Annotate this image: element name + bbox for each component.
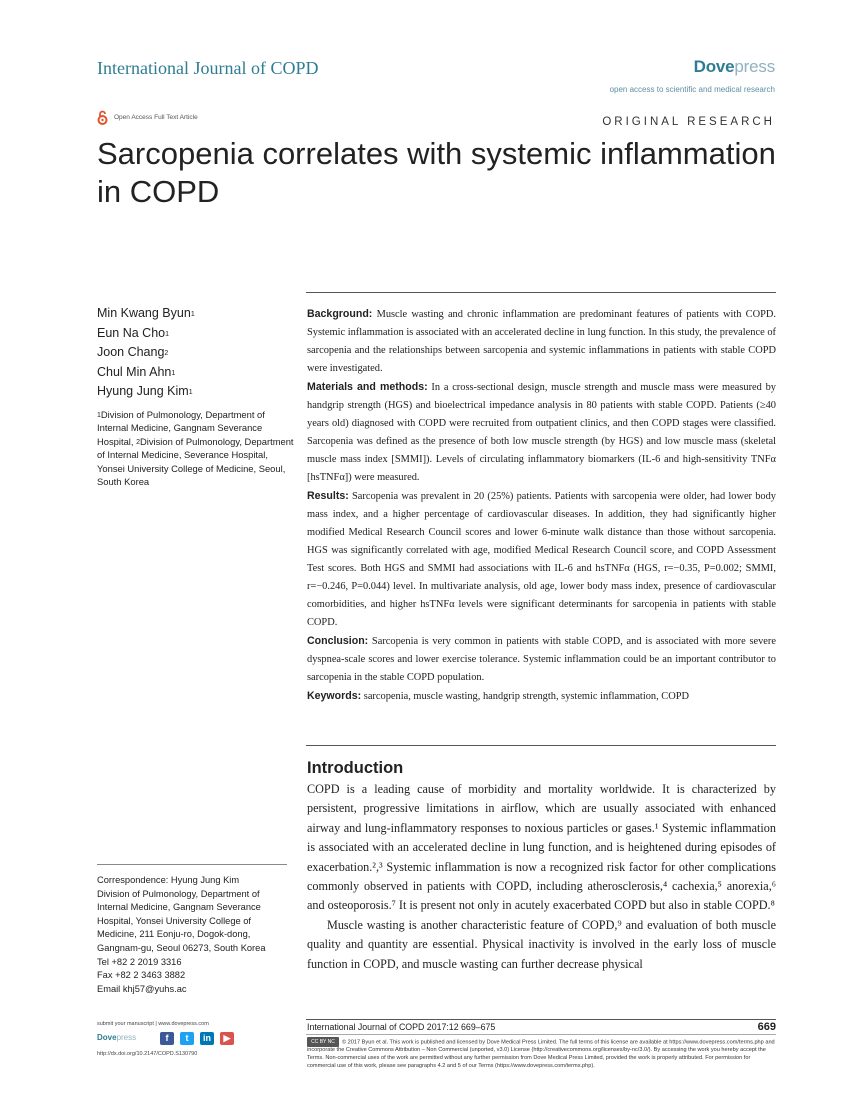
email-link[interactable]: Email khj57@yuhs.ac <box>97 983 187 994</box>
article-title: Sarcopenia correlates with systemic inflammation in COPD <box>97 136 776 209</box>
youtube-icon[interactable]: ▶ <box>220 1032 234 1045</box>
divider <box>97 864 287 865</box>
citation: International Journal of COPD 2017:12 669–675 <box>307 1022 496 1032</box>
author: Min Kwang Byun$^1$ <box>97 306 195 320</box>
open-access-icon <box>97 110 108 125</box>
social-links <box>160 1032 234 1045</box>
paragraph: COPD is a leading cause of morbidity and mortality worldwide. It is characterized by persistent, progressive limitations in airflow, which are usually associated with enhanced airway and lung-inflammatory responses to noxious particles or gases.¹ Systemic inflammation is associated with an accelerated decline in lung function, and is heightened during episodes of exacerbation.²,³ Systemic inflammation is now a recognized risk factor for other complications commonly observed in patients with COPD, including atherosclerosis,⁴ cachexia,⁵ anorexia,⁶ and osteoporosis.⁷ It is present not only in acutely exacerbated COPD but also in stable COPD.⁸ <box>307 782 776 913</box>
footer-logo[interactable]: Dovepress <box>97 1033 137 1042</box>
divider <box>306 1019 776 1020</box>
abstract-keywords: Keywords: sarcopenia, muscle wasting, handgrip strength, systemic inflammation, COPD <box>307 690 690 702</box>
publisher-logo[interactable] <box>694 57 775 77</box>
abstract-methods: Materials and methods: In a cross-sectional design, muscle strength and muscle mass were measured by handgrip strength (HGS) and bioelectrical impedance analysis in 80 patients with stable COPD. Patients (≥40 years old) diagnosed with COPD were recruited from outpatient clinics, and then COPD stages were classified. Sarcopenia was defined as the presence of both low muscle strength (by HGS) and low muscle mass (skeletal muscle mass index [SMMI]). Levels of circulating inflammatory biomarkers (IL-6 and high-sensitivity TNFα [hsTNFα]) were measured. <box>307 381 776 483</box>
author: Hyung Jung Kim$^1$ <box>97 384 193 398</box>
paragraph: Muscle wasting is another characteristic feature of COPD,⁹ and evaluation of both muscle quality and quantity are essential. Physical inactivity is involved in the early loss of muscle function in COPD, and muscle wasting can further decrease physical <box>307 917 776 971</box>
section-heading: Introduction <box>307 759 404 777</box>
divider <box>306 1034 776 1035</box>
open-access-label: Open Access Full Text Article <box>114 114 198 121</box>
abstract-results: Results: Sarcopenia was prevalent in 20 (25%) patients. Patients with sarcopenia were older, had lower body mass index, and a higher percentage of cardiovascular diseases. In addition, they had significantly higher modified Medical Research Council scores and lower 6-minute walk distance than those without sarcopenia. HGS was significantly correlated with age, modified Medical Research Council score, and COPD Assessment Test scores. Both HGS and SMMI had associations with IL-6 and hsTNFα (HGS, r=−0.35, P=0.002; SMMI, r=−0.246, P=0.044) level. In multivariate analysis, old age, lower body mass index, presence of cardiovascular comorbidities, and higher hsTNFα levels were significant determinants for sarcopenia in patients with stable COPD. <box>307 490 776 628</box>
facebook-icon[interactable]: f <box>160 1032 174 1045</box>
article-type: ORIGINAL RESEARCH <box>602 116 775 128</box>
publisher-tagline: open access to scientific and medical research <box>609 85 775 94</box>
license-text: CC BY NC © 2017 Byun et al. This work is published and licensed by Dove Medical Press Limited. The full terms of this license are available at https://www.dovepress.com/terms.php and incorporate the Creative Commons Attribution – Non Commercial (unported, v3.0) License (http://creativecommons.org/licenses/by-nc/3.0/). By accessing the work you hereby accept the Terms. Non-commercial uses of the work are permitted without any further permission from Dove Medical Press Limited, provided the work is properly attributed. For permission for commercial use of this work, please see paragraphs 4.2 and 5 of our Terms (https://www.dovepress.com/terms.php). <box>307 1039 775 1069</box>
correspondence: Correspondence: Hyung Jung Kim Division of Pulmonology, Department of Internal Medicine, Gangnam Severance Hospital, Yonsei University College of Medicine, 211 Eonju-ro, Dogok-dong, Gangnam-gu, Seoul 06273, South Korea Tel +82 2 2019 3316 Fax +82 2 3463 3882 Email khj57@yuhs.ac <box>97 874 297 996</box>
submit-manuscript-link[interactable]: submit your manuscript | www.dovepress.com <box>97 1021 209 1027</box>
linkedin-icon[interactable]: in <box>200 1032 214 1045</box>
publisher-logo-bold: Dove <box>693 57 735 76</box>
open-access-badge <box>97 110 198 125</box>
abstract <box>307 305 776 706</box>
affiliations: $^1$Division of Pulmonology, Department of Internal Medicine, Gangnam Severance Hospital, $^2$Division of Pulmonology, Department of Internal Medicine, Severance Hospital, Yonsei University College of Medicine, Seoul, South Korea <box>97 409 294 488</box>
introduction-body <box>307 780 776 974</box>
divider <box>306 745 776 746</box>
divider <box>306 292 776 293</box>
doi-link[interactable]: http://dx.doi.org/10.2147/COPD.S130790 <box>97 1051 198 1057</box>
journal-name: International Journal of COPD <box>97 58 319 78</box>
abstract-conclusion: Conclusion: Sarcopenia is very common in patients with stable COPD, and is associated with more severe dyspnea-scale scores and lower exercise tolerance. Systemic inflammation could be an important contributor to sarcopenia in the stable COPD population. <box>307 635 776 683</box>
author-list <box>97 304 297 402</box>
author: Chul Min Ahn$^1$ <box>97 364 176 379</box>
twitter-icon[interactable]: t <box>180 1032 194 1045</box>
abstract-background: Background: Muscle wasting and chronic inflammation are predominant features of patients with COPD. Systemic inflammation is associated with an accelerated decline in lung function. In this study, the prevalence of sarcopenia and the relationships between sarcopenia and systemic inflammations in patients with stable COPD were investigated. <box>307 308 776 374</box>
publisher-logo-light: press <box>734 57 775 76</box>
author: Eun Na Cho$^1$ <box>97 325 170 340</box>
author: Joon Chang$^2$ <box>97 345 169 359</box>
creative-commons-icon[interactable]: CC BY NC <box>307 1037 339 1047</box>
page-number: 669 <box>757 1021 776 1033</box>
